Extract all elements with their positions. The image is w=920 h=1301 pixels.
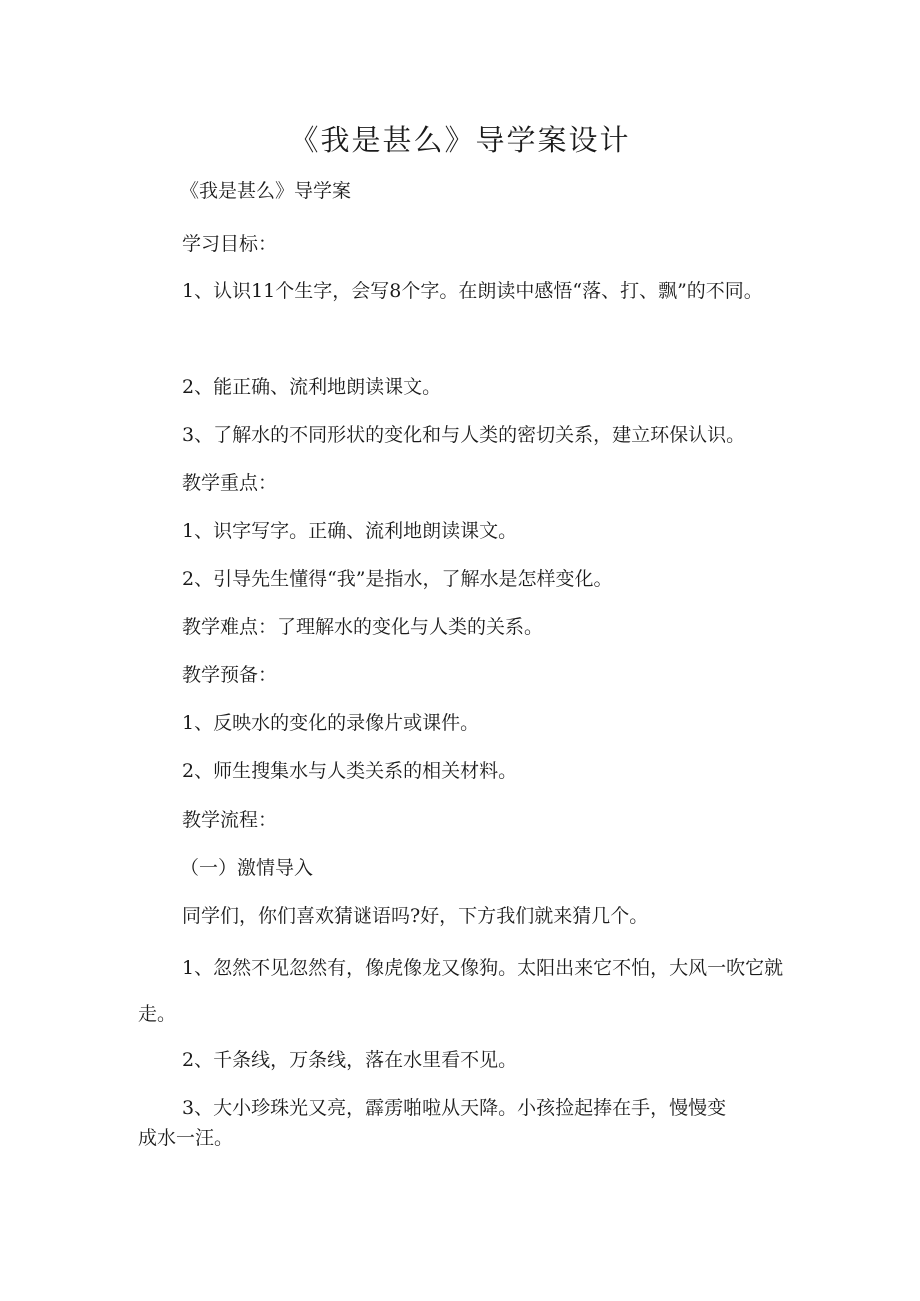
riddle-1: 1、忽然不见忽然有，像虎像龙又像狗。太阳出来它不怕，大风一吹它就走。 <box>138 957 784 1025</box>
paragraph: 2、能正确、流利地朗读课文。 <box>182 376 442 398</box>
document-title: 《我是甚么》导学案设计 <box>289 123 631 157</box>
section-heading: （一）激情导入 <box>180 857 314 879</box>
paragraph: 学习目标： <box>182 233 278 255</box>
paragraph: 教学流程： <box>182 809 278 831</box>
paragraph: 1、认识11个生字，会写8个字。在朗读中感悟“落、打、飘”的不同。 <box>182 280 763 302</box>
paragraph: 3、了解水的不同形状的变化和与人类的密切关系，建立环保认识。 <box>182 424 746 446</box>
riddle-3: 3、大小珍珠光又亮，霹雳啪啦从天降。小孩捡起捧在手，慢慢变成水一汪。 <box>138 1097 727 1149</box>
paragraph: 教学难点：了理解水的变化与人类的关系。 <box>182 616 544 638</box>
document-subtitle: 《我是甚么》导学案 <box>180 180 352 202</box>
paragraph: 教学重点： <box>182 472 278 494</box>
paragraph: 1、识字写字。正确、流利地朗读课文。 <box>182 520 518 542</box>
paragraph: 2、引导先生懂得“我”是指水，了解水是怎样变化。 <box>182 568 613 590</box>
riddle-2: 2、千条线，万条线，落在水里看不见。 <box>182 1049 518 1071</box>
paragraph: 1、反映水的变化的录像片或课件。 <box>182 712 480 734</box>
paragraph: 同学们，你们喜欢猜谜语吗?好，下方我们就来猜几个。 <box>182 905 649 927</box>
paragraph: 教学预备： <box>182 664 278 686</box>
paragraph: 2、师生搜集水与人类关系的相关材料。 <box>182 760 518 782</box>
